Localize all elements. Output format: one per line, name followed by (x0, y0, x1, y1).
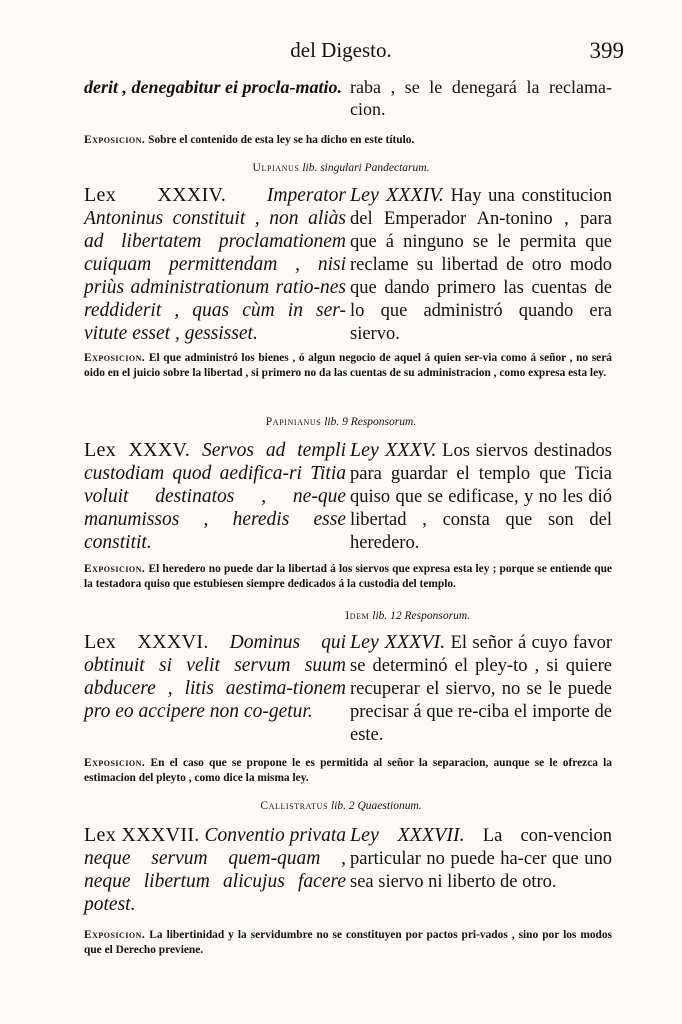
spanish-text (350, 439, 612, 555)
law-block (84, 631, 612, 747)
exposicion-text: En el caso que se propone le es permitida al señor la separacion, aunque se le ofrezca la estimacion del pleyto , como dice la misma ley. (84, 757, 612, 784)
spanish-law-number: Ley XXXV. (350, 439, 437, 461)
exposicion-3 (84, 756, 612, 785)
latin-law-body: Servos ad templi custodiam quod aedifica-ri Titia voluit destinatos , ne-que manumissos , heredis esse constitit. (84, 440, 347, 553)
spanish-text (350, 824, 612, 916)
page-header (0, 38, 682, 68)
source-author: Idem (345, 610, 370, 622)
latin-law-number: Lex XXXV. (84, 439, 191, 461)
latin-continuation: derit , denegabitur ei procla-matio. (84, 77, 342, 97)
latin-text (84, 439, 346, 555)
latin-law-number: Lex XXXIV. (84, 184, 226, 206)
exposicion-1 (84, 351, 612, 380)
exposicion-label: Exposicion. (84, 352, 146, 364)
exposicion-text: La libertinidad y la servidumbre no se constituyen por pactos pri-vados , sino por los modos que el Derecho previene. (84, 929, 612, 956)
spanish-text (350, 631, 612, 747)
law-source (0, 416, 682, 428)
spanish-continuation: raba , se le denegará la reclama-cion. (350, 77, 612, 119)
spanish-law-body: El señor á cuyo favor se determinó el pley-to , si quiere recuperar el siervo, no se le puede precisar á que re-ciba el importe de este. (350, 633, 613, 745)
latin-law-number: Lex XXXVI. (84, 631, 209, 653)
spanish-law-body: Hay una constitucion del Emperador An-tonino , para que á ninguno se le permita que reclame su libertad de otro modo que dando primero las cuentas de lo que administró quando era siervo. (350, 186, 613, 344)
source-work: lib. 9 Responsorum. (324, 416, 417, 428)
law-source (230, 610, 470, 622)
exposicion-label: Exposicion. (84, 563, 146, 575)
exposicion-2 (84, 562, 612, 591)
latin-law-body: Imperator Antoninus constituit , non aliàs ad libertatem proclamationem cuiquam permittendam , nisi priùs administrationum ratio-nes reddiderit , quas cùm in ser-vitute esset , gessisset. (84, 185, 346, 344)
law-block (84, 824, 612, 916)
spanish-law-number: Ley XXXVI. (350, 631, 446, 653)
exposicion-0 (84, 133, 612, 148)
law-block (84, 184, 612, 346)
source-author: Callistratus (260, 800, 329, 812)
latin-law-body: Dominus qui obtinuit si velit servum suum abducere , litis aestima-tionem pro eo accipere non co-getur. (84, 632, 346, 722)
source-work: lib. singulari Pandectarum. (302, 162, 430, 174)
latin-text (84, 184, 346, 346)
latin-text (84, 631, 346, 747)
law-source (0, 162, 682, 174)
latin-text (84, 824, 346, 916)
source-author: Ulpianus (252, 162, 300, 174)
latin-law-body: Conventio privata neque servum quem-quam , neque libertum alicujus facere potest. (84, 825, 346, 915)
running-title: del Digesto. (290, 38, 392, 62)
exposicion-label: Exposicion. (84, 134, 146, 146)
source-work: lib. 2 Quaestionum. (330, 800, 422, 812)
exposicion-4 (84, 928, 612, 957)
page-number: 399 (589, 38, 624, 63)
exposicion-text: Sobre el contenido de esta ley se ha dicho en este título. (148, 134, 415, 146)
source-work: lib. 12 Responsorum. (372, 610, 470, 622)
exposicion-text: El que administró los bienes , ó algun negocio de aquel á quien ser-via como á señor , no será oido en el juicio sobre la libertad , si primero no da las cuentas de su administracion , como expresa esta ley. (84, 352, 612, 379)
spanish-law-body: La con-vencion particular no puede ha-cer que uno sea siervo ni liberto de otro. (350, 826, 612, 892)
law-source (0, 800, 682, 812)
continuation-block (84, 76, 612, 120)
exposicion-text: El heredero no puede dar la libertad á los siervos que expresa esta ley ; porque se entiende que la testadora quiso que estubiesen siempre dedicados á la custodia del templo. (84, 563, 612, 590)
spanish-text (350, 184, 612, 346)
source-author: Papinianus (265, 416, 322, 428)
law-block (84, 439, 612, 555)
spanish-law-number: Ley XXXVII. (350, 824, 465, 846)
spanish-law-number: Ley XXXIV. (350, 184, 444, 206)
exposicion-label: Exposicion. (84, 929, 146, 941)
latin-law-number: Lex XXXVII. (84, 824, 200, 846)
exposicion-label: Exposicion. (84, 757, 146, 769)
spanish-law-body: Los siervos destinados para guardar el templo que Ticia quiso que se edificase, y no les dió libertad , consta que son del heredero. (350, 441, 612, 553)
